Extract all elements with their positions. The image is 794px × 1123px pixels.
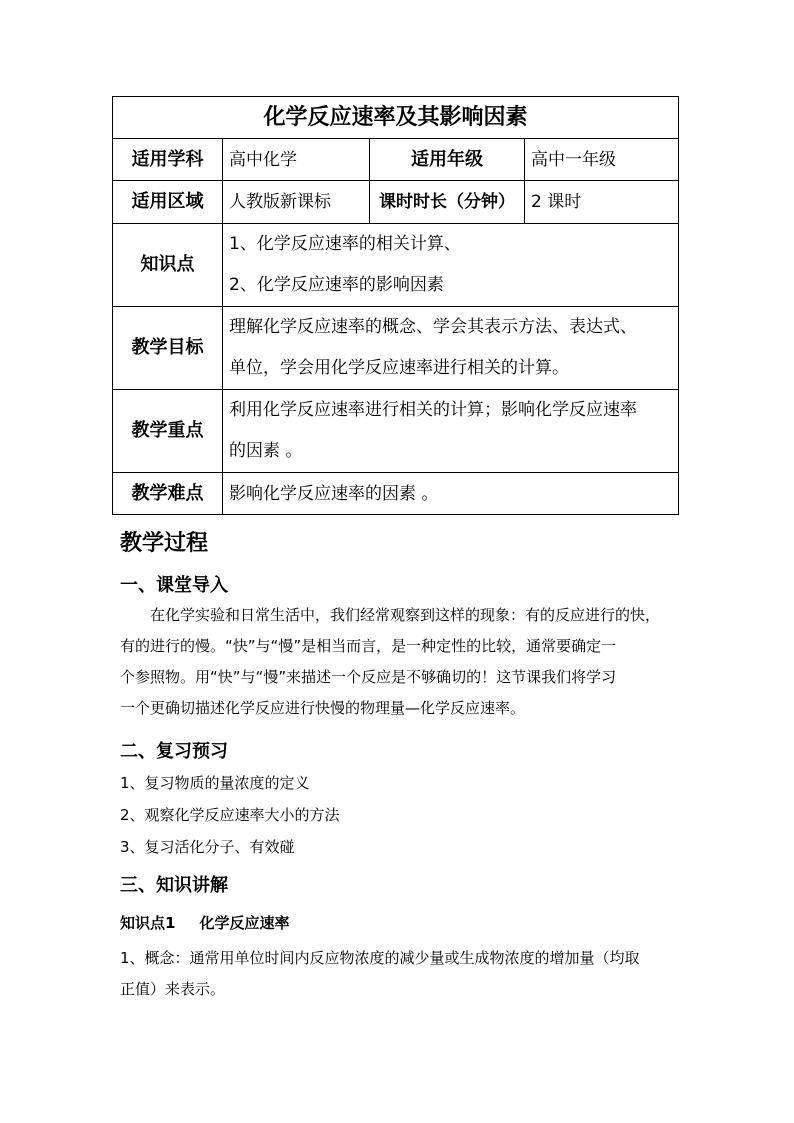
region-value: 人教版新课标 (223, 181, 370, 224)
focus-line: 利用化学反应速率进行相关的计算；影响化学反应速率 (229, 400, 637, 420)
knowledge-point-1-heading (120, 912, 289, 933)
difficulty-label: 教学难点 (113, 473, 223, 515)
knowledge-value (223, 224, 679, 307)
difficulty-value: 影响化学反应速率的因素 。 (223, 473, 679, 515)
kp-number: 知识点1 (120, 914, 176, 932)
review-item: 3、复习活化分子、有效碰 (120, 838, 295, 856)
goal-value (223, 307, 679, 390)
section-1-heading: 一、课堂导入 (120, 575, 228, 596)
duration-value: 2 课时 (525, 181, 679, 224)
intro-line: 个参照物。用“快”与“慢”来描述一个反应是不够确切的！这节课我们将学习 (120, 668, 617, 686)
intro-paragraph (120, 600, 676, 724)
knowledge-label: 知识点 (113, 224, 223, 307)
goal-line: 理解化学反应速率的概念、学会其表示方法、表达式、 (229, 317, 637, 337)
concept-line: 正值）来表示。 (120, 980, 226, 998)
lesson-title: 化学反应速率及其影响因素 (113, 97, 679, 139)
focus-value (223, 390, 679, 473)
lesson-info-table (112, 96, 679, 515)
intro-line: 有的进行的慢。“快”与“慢”是相当而言，是一种定性的比较，通常要确定一 (120, 637, 617, 655)
focus-line: 的因素 。 (229, 441, 303, 461)
intro-line-text: 在化学实验和日常生活中，我们经常观察到这样的现象：有的反应进行的快， (150, 606, 661, 624)
process-heading: 教学过程 (120, 531, 209, 556)
section-3-heading: 三、知识讲解 (120, 875, 228, 896)
section-2-heading: 二、复习预习 (120, 741, 228, 762)
concept-line: 1、概念：通常用单位时间内反应物浓度的减少量或生成物浓度的增加量（均取 (120, 949, 640, 967)
grade-value: 高中一年级 (525, 139, 679, 181)
goal-label: 教学目标 (113, 307, 223, 390)
knowledge-line: 1、化学反应速率的相关计算、 (229, 234, 461, 254)
review-item: 1、复习物质的量浓度的定义 (120, 774, 310, 792)
grade-label: 适用年级 (370, 139, 525, 181)
concept-paragraph (120, 943, 676, 1005)
region-label: 适用区域 (113, 181, 223, 224)
knowledge-line: 2、化学反应速率的影响因素 (229, 275, 444, 295)
goal-line: 单位，学会用化学反应速率进行相关的计算。 (229, 358, 569, 378)
review-item: 2、观察化学反应速率大小的方法 (120, 806, 340, 824)
kp-title: 化学反应速率 (199, 914, 290, 932)
focus-label: 教学重点 (113, 390, 223, 473)
duration-label: 课时时长（分钟） (370, 181, 525, 224)
intro-line (120, 600, 676, 631)
subject-label: 适用学科 (113, 139, 223, 181)
subject-value: 高中化学 (223, 139, 370, 181)
intro-line: 一个更确切描述化学反应进行快慢的物理量—化学反应速率。 (120, 699, 526, 717)
